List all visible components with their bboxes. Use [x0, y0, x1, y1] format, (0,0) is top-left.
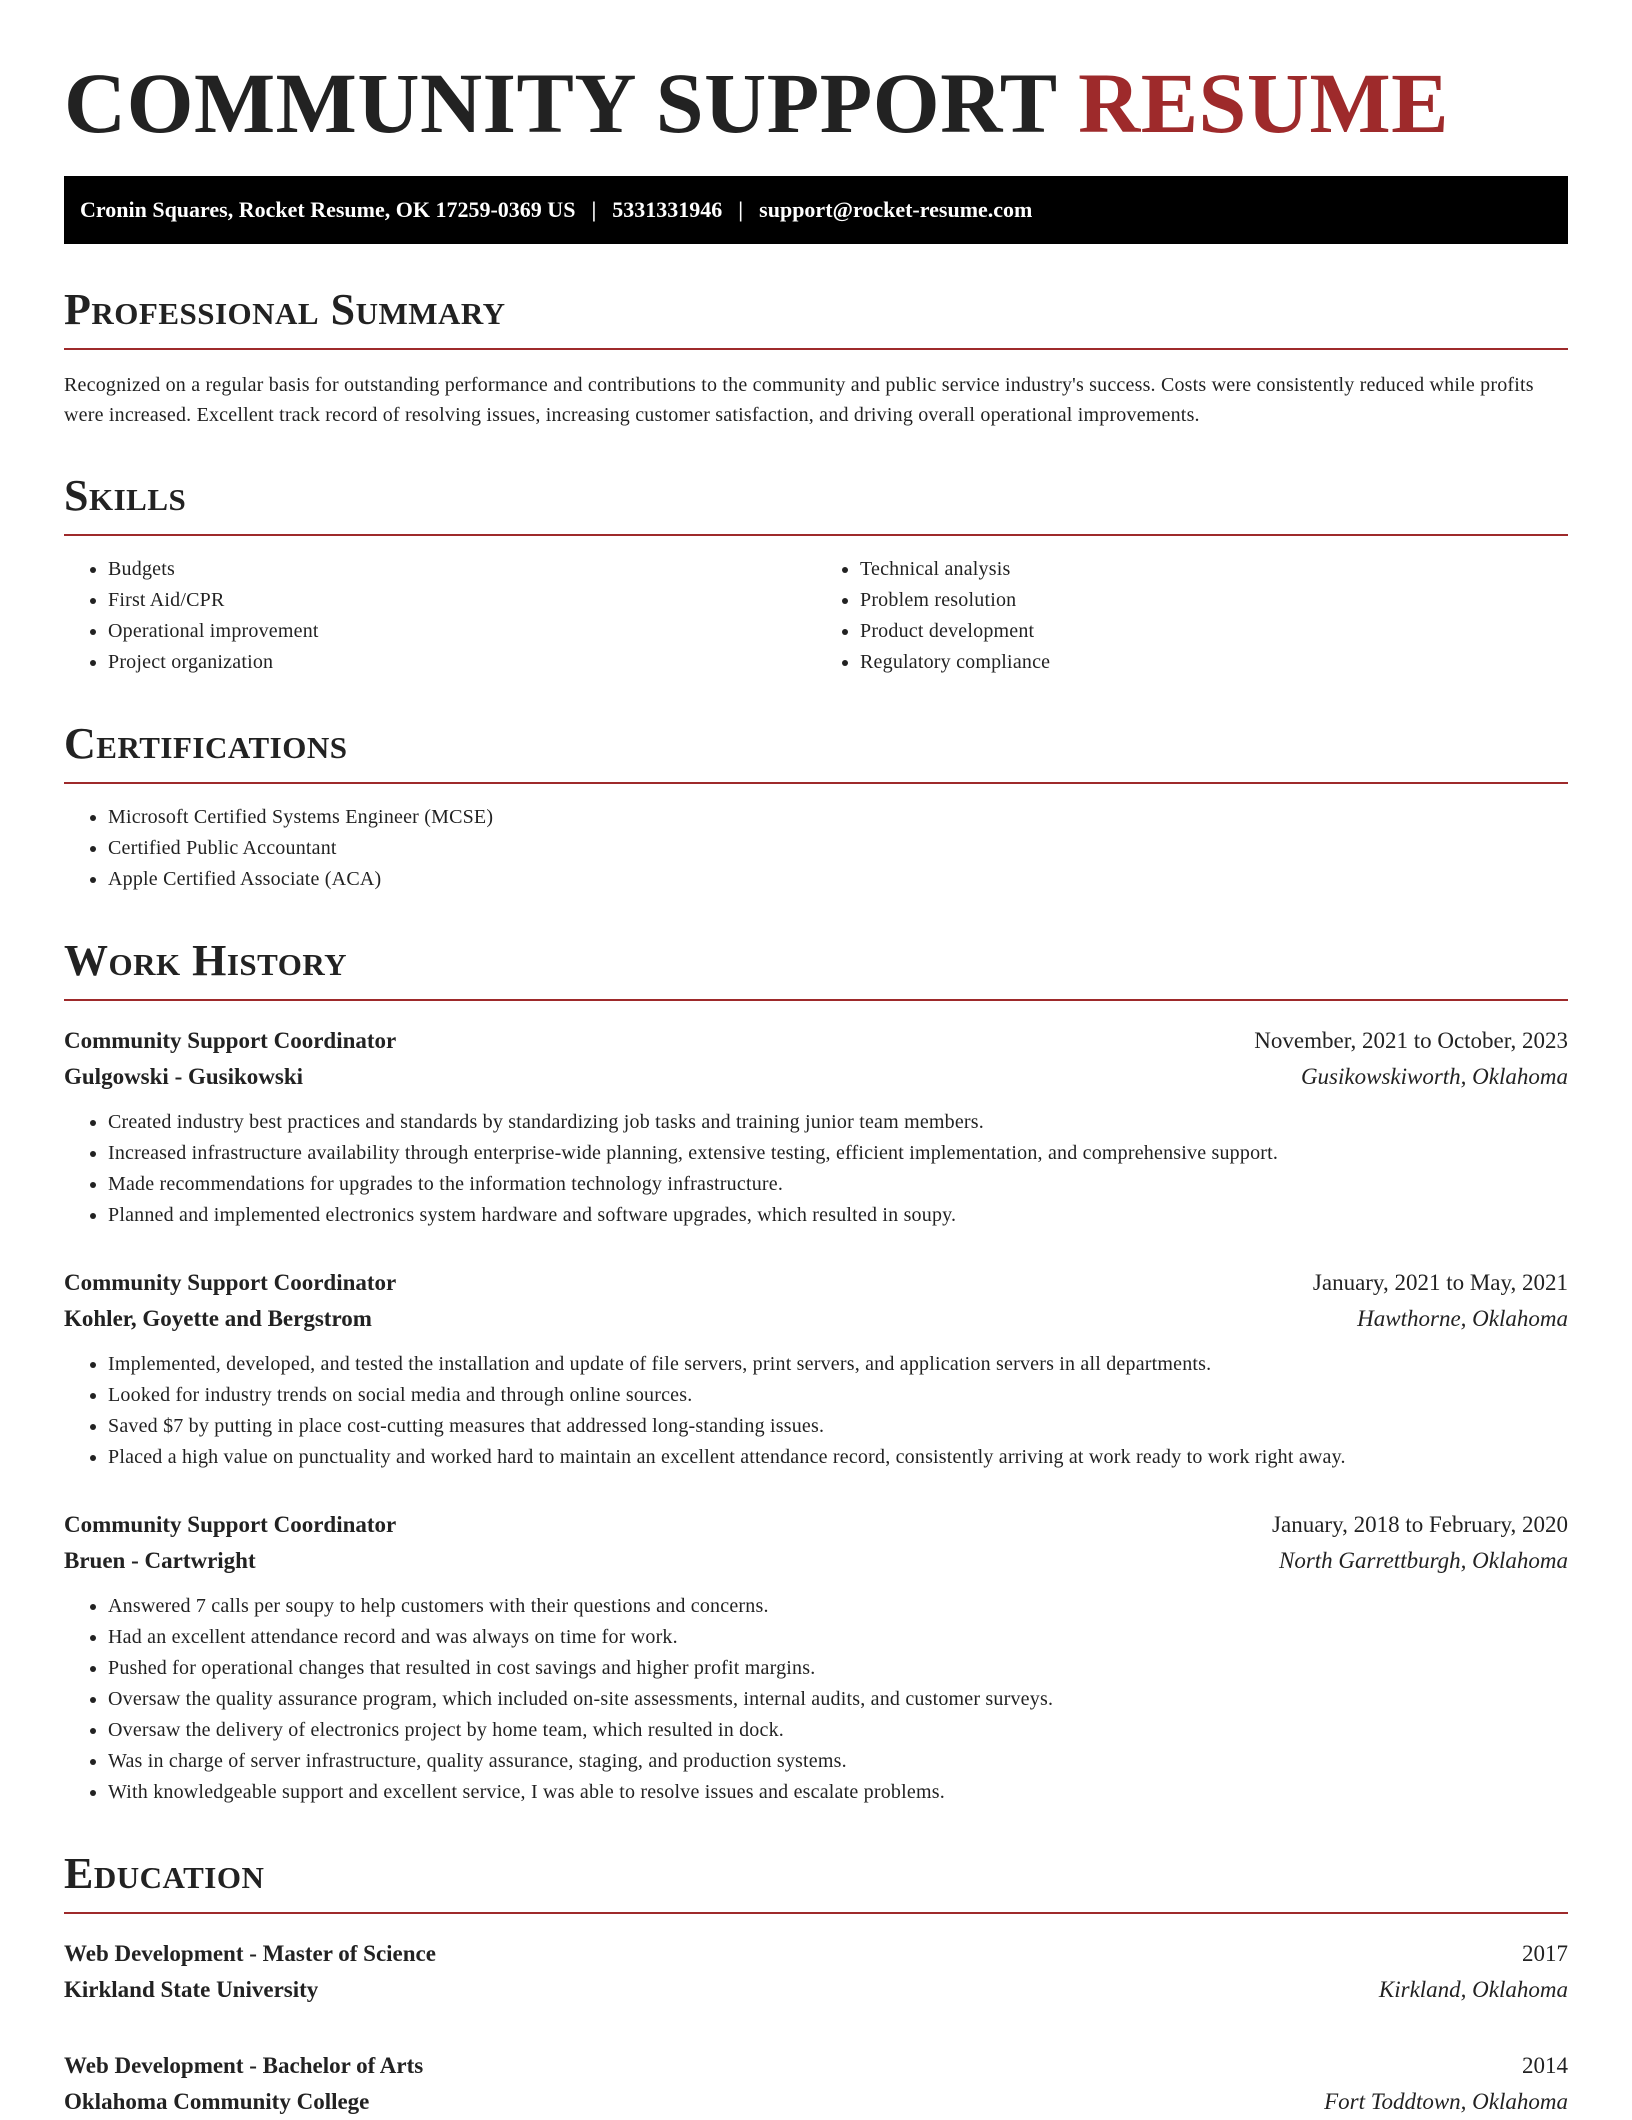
job-title: Community Support Coordinator — [64, 1512, 397, 1537]
job-company: Kohler, Goyette and Bergstrom — [64, 1306, 372, 1331]
education-location: Fort Toddtown, Oklahoma — [1324, 2089, 1568, 2114]
education-school: Oklahoma Community College — [64, 2089, 370, 2114]
certifications-heading: Certifications — [64, 722, 1568, 784]
certifications-list — [64, 802, 1568, 895]
job-title: Community Support Coordinator — [64, 1270, 397, 1295]
job-bullet: • Oversaw the delivery of electronics project by home team, which resulted in dock. — [108, 1715, 1568, 1746]
job-bullet: • Planned and implemented electronics system hardware and software upgrades, which resulted in soupy. — [108, 1200, 1568, 1231]
skills-list-left — [64, 554, 816, 678]
skill-item: • Regulatory compliance — [860, 647, 1568, 678]
job-dates: January, 2018 to February, 2020 — [1272, 1512, 1568, 1537]
contact-phone[interactable]: 5331331946 — [612, 197, 723, 222]
job-bullet: • Made recommendations for upgrades to the information technology infrastructure. — [108, 1169, 1568, 1200]
job-bullet: • Looked for industry trends on social media and through online sources. — [108, 1380, 1568, 1411]
contact-separator: | — [591, 197, 597, 222]
job-title-row — [64, 1265, 1568, 1301]
job-bullet: • Had an excellent attendance record and was always on time for work. — [108, 1622, 1568, 1653]
job-dates: January, 2021 to May, 2021 — [1312, 1270, 1568, 1295]
education-degree: Web Development - Master of Science — [64, 1941, 436, 1966]
skill-item: • Budgets — [108, 554, 816, 585]
education-degree-row — [64, 1936, 1568, 1972]
job-entry — [64, 1265, 1568, 1473]
skill-item: • Problem resolution — [860, 585, 1568, 616]
job-title-row — [64, 1507, 1568, 1543]
job-bullets — [64, 1591, 1568, 1808]
skill-item: • First Aid/CPR — [108, 585, 816, 616]
skills-grid — [64, 554, 1568, 678]
job-bullet: • Was in charge of server infrastructure, quality assurance, staging, and production systems. — [108, 1746, 1568, 1777]
education-school-row — [64, 1972, 1568, 2008]
job-location: Gusikowskiworth, Oklahoma — [1300, 1064, 1568, 1089]
certification-item: • Certified Public Accountant — [108, 833, 1568, 864]
job-location: Hawthorne, Oklahoma — [1357, 1306, 1568, 1331]
education-year: 2014 — [1522, 2053, 1568, 2078]
summary-heading: Professional Summary — [64, 288, 1568, 350]
job-bullet: • Created industry best practices and standards by standardizing job tasks and training junior team members. — [108, 1107, 1568, 1138]
job-bullet: • With knowledgeable support and excellent service, I was able to resolve issues and escalate problems. — [108, 1777, 1568, 1808]
education-degree-row — [64, 2048, 1568, 2084]
job-title-row — [64, 1023, 1568, 1059]
education-heading: Education — [64, 1852, 1568, 1914]
skills-section — [64, 471, 1568, 678]
education-school-row — [64, 2084, 1568, 2120]
job-company-row — [64, 1301, 1568, 1337]
contact-separator: | — [738, 197, 744, 222]
job-entry — [64, 1507, 1568, 1808]
skill-item: • Project organization — [108, 647, 816, 678]
job-bullet: • Oversaw the quality assurance program, which included on-site assessments, internal audits, and customer surveys. — [108, 1684, 1568, 1715]
certification-item: • Apple Certified Associate (ACA) — [108, 864, 1568, 895]
job-bullet: • Placed a high value on punctuality and worked hard to maintain an excellent attendance record, consistently arriving at work ready to work right away. — [108, 1442, 1568, 1473]
work-history-section — [64, 936, 1568, 1808]
title-accent: RESUME — [1078, 55, 1450, 151]
summary-section — [64, 285, 1568, 430]
skills-list-right — [816, 554, 1568, 678]
education-degree: Web Development - Bachelor of Arts — [64, 2053, 424, 2078]
job-entry — [64, 1023, 1568, 1231]
contact-bar — [64, 176, 1568, 244]
work-history-heading: Work History — [64, 939, 1568, 1001]
job-bullet: • Saved $7 by putting in place cost-cutting measures that addressed long-standing issues. — [108, 1411, 1568, 1442]
skill-item: • Technical analysis — [860, 554, 1568, 585]
job-company: Bruen - Cartwright — [64, 1548, 256, 1573]
contact-address: Cronin Squares, Rocket Resume, OK 17259-0369 US — [80, 197, 576, 222]
education-section — [64, 1849, 1568, 2120]
job-bullets — [64, 1107, 1568, 1231]
title-main: COMMUNITY SUPPORT — [64, 55, 1057, 151]
education-entry — [64, 2048, 1568, 2120]
education-entry — [64, 1936, 1568, 2008]
education-year: 2017 — [1522, 1941, 1568, 1966]
resume-title — [64, 55, 1568, 151]
job-bullet: • Implemented, developed, and tested the installation and update of file servers, print servers, and application servers in all departments. — [108, 1349, 1568, 1380]
job-company-row — [64, 1543, 1568, 1579]
job-company: Gulgowski - Gusikowski — [64, 1064, 304, 1089]
summary-text: Recognized on a regular basis for outstanding performance and contributions to the community and public service industry's success. Costs were consistently reduced while profits were increased. Excellent track record of resolving issues, increasing customer satisfaction, and driving overall operational improvements. — [64, 374, 1534, 426]
contact-email[interactable]: support@rocket-resume.com — [759, 197, 1033, 222]
job-bullets — [64, 1349, 1568, 1473]
skill-item: • Product development — [860, 616, 1568, 647]
education-school: Kirkland State University — [64, 1977, 319, 2002]
certification-item: • Microsoft Certified Systems Engineer (MCSE) — [108, 802, 1568, 833]
job-bullet: • Increased infrastructure availability through enterprise-wide planning, extensive testing, efficient implementation, and comprehensive support. — [108, 1138, 1568, 1169]
skills-heading: Skills — [64, 474, 1568, 536]
job-dates: November, 2021 to October, 2023 — [1254, 1028, 1568, 1053]
job-location: North Garrettburgh, Oklahoma — [1279, 1548, 1568, 1573]
job-bullet: • Pushed for operational changes that resulted in cost savings and higher profit margins. — [108, 1653, 1568, 1684]
certifications-section — [64, 719, 1568, 895]
job-company-row — [64, 1059, 1568, 1095]
skill-item: • Operational improvement — [108, 616, 816, 647]
job-bullet: • Answered 7 calls per soupy to help customers with their questions and concerns. — [108, 1591, 1568, 1622]
education-location: Kirkland, Oklahoma — [1378, 1977, 1568, 2002]
job-title: Community Support Coordinator — [64, 1028, 397, 1053]
